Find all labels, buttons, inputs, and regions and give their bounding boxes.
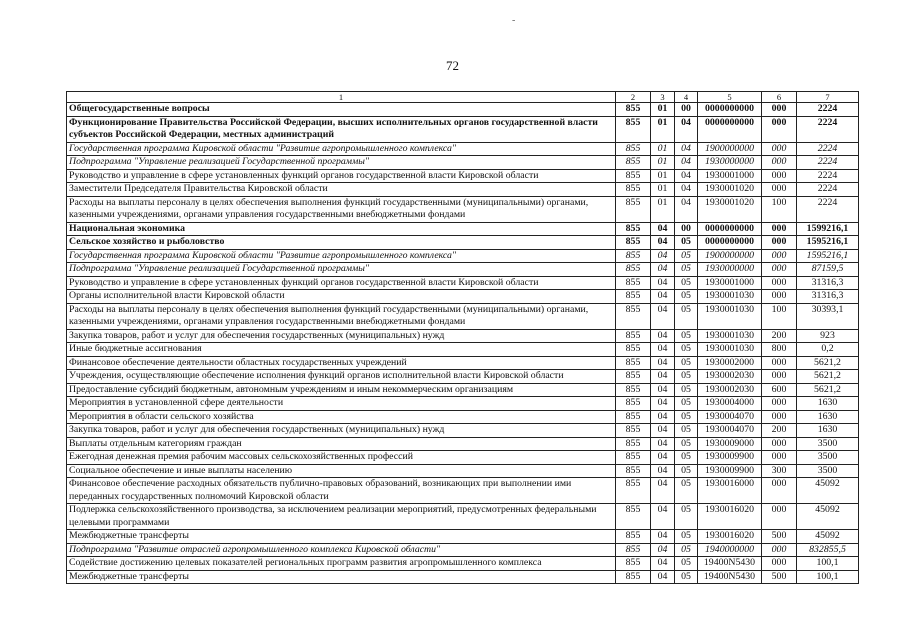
table-row <box>67 570 859 584</box>
section-code: 04 <box>651 478 675 504</box>
subsection-code: 04 <box>675 142 698 156</box>
target-article-code: 1930016000 <box>698 478 762 504</box>
section-code: 04 <box>651 329 675 343</box>
subsection-code: 05 <box>675 383 698 397</box>
expense-type-code: 000 <box>762 543 797 557</box>
item-name: Финансовое обеспечение деятельности областных государственных учреждений <box>67 356 616 370</box>
table-row <box>67 263 859 277</box>
subsection-code: 05 <box>675 543 698 557</box>
column-number: 6 <box>762 92 797 103</box>
target-article-code: 1930004070 <box>698 424 762 438</box>
amount: 31316,3 <box>797 290 859 304</box>
ministry-code: 855 <box>616 329 651 343</box>
target-article-code: 0000000000 <box>698 103 762 117</box>
amount: 3500 <box>797 451 859 465</box>
expense-type-code: 000 <box>762 437 797 451</box>
target-article-code: 1930009000 <box>698 437 762 451</box>
amount: 1630 <box>797 410 859 424</box>
subsection-code: 05 <box>675 290 698 304</box>
expense-type-code: 100 <box>762 303 797 329</box>
table-row <box>67 236 859 250</box>
target-article-code: 1930016020 <box>698 504 762 530</box>
expense-type-code: 000 <box>762 222 797 236</box>
ministry-code: 855 <box>616 290 651 304</box>
section-code: 01 <box>651 142 675 156</box>
expense-type-code: 000 <box>762 397 797 411</box>
table-row <box>67 424 859 438</box>
subsection-code: 05 <box>675 451 698 465</box>
subsection-code: 00 <box>675 222 698 236</box>
target-article-code: 1930002030 <box>698 383 762 397</box>
ministry-code: 855 <box>616 169 651 183</box>
expense-type-code: 000 <box>762 356 797 370</box>
amount: 2224 <box>797 103 859 117</box>
table-row <box>67 557 859 571</box>
expense-type-code: 000 <box>762 263 797 277</box>
table-row <box>67 543 859 557</box>
target-article-code: 1900000000 <box>698 249 762 263</box>
target-article-code: 1930001030 <box>698 343 762 357</box>
expense-type-code: 800 <box>762 343 797 357</box>
item-name: Межбюджетные трансферты <box>67 530 616 544</box>
section-code: 04 <box>651 222 675 236</box>
expense-type-code: 000 <box>762 183 797 197</box>
subsection-code: 04 <box>675 183 698 197</box>
target-article-code: 19400N5430 <box>698 570 762 584</box>
target-article-code: 1930002030 <box>698 370 762 384</box>
target-article-code: 1930009900 <box>698 464 762 478</box>
ministry-code: 855 <box>616 263 651 277</box>
item-name: Органы исполнительной власти Кировской области <box>67 290 616 304</box>
expense-type-code: 000 <box>762 249 797 263</box>
table-row <box>67 437 859 451</box>
expense-type-code: 000 <box>762 169 797 183</box>
expense-type-code: 000 <box>762 370 797 384</box>
table-row <box>67 410 859 424</box>
target-article-code: 1930001020 <box>698 183 762 197</box>
subsection-code: 04 <box>675 116 698 142</box>
amount: 3500 <box>797 464 859 478</box>
section-code: 01 <box>651 183 675 197</box>
target-article-code: 1930000000 <box>698 156 762 170</box>
amount: 31316,3 <box>797 276 859 290</box>
table-row <box>67 103 859 117</box>
item-name: Выплаты отдельным категориям граждан <box>67 437 616 451</box>
amount: 1630 <box>797 397 859 411</box>
target-article-code: 19400N5430 <box>698 557 762 571</box>
subsection-code: 04 <box>675 156 698 170</box>
amount: 2224 <box>797 196 859 222</box>
amount: 2224 <box>797 169 859 183</box>
target-article-code: 1930004000 <box>698 397 762 411</box>
subsection-code: 04 <box>675 169 698 183</box>
target-article-code: 1930001000 <box>698 169 762 183</box>
section-code: 04 <box>651 383 675 397</box>
item-name: Заместители Председателя Правительства Кировской области <box>67 183 616 197</box>
ministry-code: 855 <box>616 183 651 197</box>
budget-table <box>66 91 859 584</box>
table-body <box>67 103 859 584</box>
target-article-code: 1930002000 <box>698 356 762 370</box>
item-name: Подлержка сельскохозяйственного производства, за исключением реализации мероприятий, предусмотренных федеральными целевыми программами <box>67 504 616 530</box>
amount: 45092 <box>797 478 859 504</box>
item-name: Общегосударственные вопросы <box>67 103 616 117</box>
ministry-code: 855 <box>616 276 651 290</box>
section-code: 04 <box>651 290 675 304</box>
column-number: 4 <box>675 92 698 103</box>
section-code: 04 <box>651 343 675 357</box>
column-number: 3 <box>651 92 675 103</box>
subsection-code: 05 <box>675 236 698 250</box>
table-row <box>67 356 859 370</box>
ministry-code: 855 <box>616 464 651 478</box>
amount: 1599216,1 <box>797 222 859 236</box>
section-code: 04 <box>651 424 675 438</box>
amount: 923 <box>797 329 859 343</box>
expense-type-code: 000 <box>762 451 797 465</box>
item-name: Учреждения, осуществляющие обеспечение исполнения функций органов исполнительной власти Кировской области <box>67 370 616 384</box>
table-row <box>67 383 859 397</box>
expense-type-code: 300 <box>762 464 797 478</box>
amount: 1595216,1 <box>797 249 859 263</box>
amount: 1630 <box>797 424 859 438</box>
ministry-code: 855 <box>616 370 651 384</box>
ministry-code: 855 <box>616 557 651 571</box>
scan-mark: - <box>512 15 516 26</box>
amount: 1595216,1 <box>797 236 859 250</box>
target-article-code: 1930009900 <box>698 451 762 465</box>
expense-type-code: 000 <box>762 142 797 156</box>
ministry-code: 855 <box>616 424 651 438</box>
column-number-row <box>67 92 859 103</box>
section-code: 04 <box>651 557 675 571</box>
table-row <box>67 249 859 263</box>
subsection-code: 05 <box>675 263 698 277</box>
item-name: Содействие достижению целевых показателей региональных программ развития агропромышленного комплекса <box>67 557 616 571</box>
item-name: Мероприятия в области сельского хозяйства <box>67 410 616 424</box>
ministry-code: 855 <box>616 410 651 424</box>
table-row <box>67 196 859 222</box>
expense-type-code: 000 <box>762 103 797 117</box>
item-name: Сельское хозяйство и рыболовство <box>67 236 616 250</box>
expense-type-code: 000 <box>762 116 797 142</box>
amount: 832855,5 <box>797 543 859 557</box>
subsection-code: 05 <box>675 557 698 571</box>
target-article-code: 1930000000 <box>698 263 762 277</box>
expense-type-code: 600 <box>762 383 797 397</box>
amount: 5621,2 <box>797 383 859 397</box>
target-article-code: 1930004070 <box>698 410 762 424</box>
subsection-code: 05 <box>675 410 698 424</box>
table-row <box>67 397 859 411</box>
item-name: Государственная программа Кировской области "Развитие агропромышленного комплекса" <box>67 142 616 156</box>
subsection-code: 05 <box>675 249 698 263</box>
subsection-code: 05 <box>675 356 698 370</box>
amount: 2224 <box>797 156 859 170</box>
section-code: 04 <box>651 249 675 263</box>
subsection-code: 05 <box>675 303 698 329</box>
section-code: 04 <box>651 303 675 329</box>
item-name: Расходы на выплаты персоналу в целях обеспечения выполнения функций государственными (муниципальными) органами, казенными учреждениями, органами управления государственными внебюджетными фондами <box>67 303 616 329</box>
ministry-code: 855 <box>616 478 651 504</box>
subsection-code: 05 <box>675 397 698 411</box>
expense-type-code: 000 <box>762 504 797 530</box>
section-code: 01 <box>651 169 675 183</box>
item-name: Руководство и управление в сфере установленных функций органов государственной власти Кировской области <box>67 169 616 183</box>
table-row <box>67 156 859 170</box>
ministry-code: 855 <box>616 103 651 117</box>
subsection-code: 05 <box>675 437 698 451</box>
expense-type-code: 000 <box>762 236 797 250</box>
section-code: 04 <box>651 410 675 424</box>
amount: 3500 <box>797 437 859 451</box>
ministry-code: 855 <box>616 303 651 329</box>
amount: 2224 <box>797 116 859 142</box>
ministry-code: 855 <box>616 397 651 411</box>
column-number: 1 <box>67 92 616 103</box>
target-article-code: 1930001030 <box>698 329 762 343</box>
column-number: 5 <box>698 92 762 103</box>
column-number: 7 <box>797 92 859 103</box>
subsection-code: 05 <box>675 464 698 478</box>
section-code: 01 <box>651 116 675 142</box>
ministry-code: 855 <box>616 236 651 250</box>
item-name: Финансовое обеспечение расходных обязательств публично-правовых образований, возникающих при выполнении ими переданных государственных полномочий Кировской области <box>67 478 616 504</box>
target-article-code: 1930016020 <box>698 530 762 544</box>
expense-type-code: 200 <box>762 329 797 343</box>
item-name: Мероприятия в установленной сфере деятельности <box>67 397 616 411</box>
section-code: 04 <box>651 370 675 384</box>
item-name: Подпрограмма "Управление реализацией Государственной программы" <box>67 263 616 277</box>
amount: 0,2 <box>797 343 859 357</box>
section-code: 04 <box>651 570 675 584</box>
table-row <box>67 290 859 304</box>
table-row <box>67 478 859 504</box>
subsection-code: 05 <box>675 370 698 384</box>
amount: 45092 <box>797 530 859 544</box>
table-row <box>67 504 859 530</box>
expense-type-code: 500 <box>762 530 797 544</box>
amount: 100,1 <box>797 557 859 571</box>
ministry-code: 855 <box>616 196 651 222</box>
item-name: Ежегодная денежная премия рабочим массовых сельскохозяйственных профессий <box>67 451 616 465</box>
ministry-code: 855 <box>616 249 651 263</box>
expense-type-code: 100 <box>762 196 797 222</box>
section-code: 04 <box>651 530 675 544</box>
subsection-code: 05 <box>675 424 698 438</box>
item-name: Социальное обеспечение и иные выплаты населению <box>67 464 616 478</box>
table-row <box>67 370 859 384</box>
table-row <box>67 116 859 142</box>
column-number: 2 <box>616 92 651 103</box>
ministry-code: 855 <box>616 437 651 451</box>
table-row <box>67 169 859 183</box>
ministry-code: 855 <box>616 451 651 465</box>
ministry-code: 855 <box>616 543 651 557</box>
ministry-code: 855 <box>616 383 651 397</box>
ministry-code: 855 <box>616 222 651 236</box>
subsection-code: 05 <box>675 276 698 290</box>
subsection-code: 04 <box>675 196 698 222</box>
table-row <box>67 183 859 197</box>
subsection-code: 05 <box>675 570 698 584</box>
item-name: Закупка товаров, работ и услуг для обеспечения государственных (муниципальных) нужд <box>67 329 616 343</box>
subsection-code: 05 <box>675 478 698 504</box>
section-code: 01 <box>651 196 675 222</box>
subsection-code: 05 <box>675 329 698 343</box>
item-name: Государственная программа Кировской области "Развитие агропромышленного комплекса" <box>67 249 616 263</box>
item-name: Функционирование Правительства Российской Федерации, высших исполнительных органов государственной власти субъектов Российской Федерации, местных администраций <box>67 116 616 142</box>
ministry-code: 855 <box>616 530 651 544</box>
ministry-code: 855 <box>616 570 651 584</box>
section-code: 04 <box>651 236 675 250</box>
item-name: Иные бюджетные ассигнования <box>67 343 616 357</box>
ministry-code: 855 <box>616 356 651 370</box>
expense-type-code: 000 <box>762 276 797 290</box>
target-article-code: 1930001000 <box>698 276 762 290</box>
expense-type-code: 000 <box>762 478 797 504</box>
subsection-code: 05 <box>675 504 698 530</box>
target-article-code: 0000000000 <box>698 116 762 142</box>
page-number: 72 <box>446 58 459 73</box>
target-article-code: 1930001030 <box>698 290 762 304</box>
table-row <box>67 276 859 290</box>
section-code: 04 <box>651 504 675 530</box>
expense-type-code: 000 <box>762 410 797 424</box>
section-code: 01 <box>651 156 675 170</box>
section-code: 04 <box>651 451 675 465</box>
target-article-code: 0000000000 <box>698 236 762 250</box>
amount: 2224 <box>797 142 859 156</box>
target-article-code: 0000000000 <box>698 222 762 236</box>
item-name: Закупка товаров, работ и услуг для обеспечения государственных (муниципальных) нужд <box>67 424 616 438</box>
section-code: 04 <box>651 464 675 478</box>
expense-type-code: 200 <box>762 424 797 438</box>
item-name: Национальная экономика <box>67 222 616 236</box>
table-row <box>67 329 859 343</box>
subsection-code: 05 <box>675 343 698 357</box>
section-code: 01 <box>651 103 675 117</box>
amount: 2224 <box>797 183 859 197</box>
table-row <box>67 142 859 156</box>
item-name: Подпрограмма "Управление реализацией Государственной программы" <box>67 156 616 170</box>
section-code: 04 <box>651 437 675 451</box>
item-name: Предоставление субсидий бюджетным, автономным учреждениям и иным некоммерческим организациям <box>67 383 616 397</box>
table-row <box>67 222 859 236</box>
target-article-code: 1930001030 <box>698 303 762 329</box>
target-article-code: 1900000000 <box>698 142 762 156</box>
target-article-code: 1940000000 <box>698 543 762 557</box>
section-code: 04 <box>651 397 675 411</box>
section-code: 04 <box>651 263 675 277</box>
section-code: 04 <box>651 356 675 370</box>
expense-type-code: 500 <box>762 570 797 584</box>
ministry-code: 855 <box>616 142 651 156</box>
section-code: 04 <box>651 543 675 557</box>
amount: 5621,2 <box>797 356 859 370</box>
item-name: Подпрограмма "Развитие отраслей агропромышленного комплекса Кировской области" <box>67 543 616 557</box>
expense-type-code: 000 <box>762 557 797 571</box>
amount: 87159,5 <box>797 263 859 277</box>
expense-type-code: 000 <box>762 290 797 304</box>
amount: 45092 <box>797 504 859 530</box>
amount: 100,1 <box>797 570 859 584</box>
table-row <box>67 530 859 544</box>
section-code: 04 <box>651 276 675 290</box>
amount: 5621,2 <box>797 370 859 384</box>
item-name: Расходы на выплаты персоналу в целях обеспечения выполнения функций государственными (муниципальными) органами, казенными учреждениями, органами управления государственными внебюджетными фондами <box>67 196 616 222</box>
item-name: Руководство и управление в сфере установленных функций органов государственной власти Кировской области <box>67 276 616 290</box>
amount: 30393,1 <box>797 303 859 329</box>
table-row <box>67 343 859 357</box>
expense-type-code: 000 <box>762 156 797 170</box>
target-article-code: 1930001020 <box>698 196 762 222</box>
table-row <box>67 303 859 329</box>
table-row <box>67 451 859 465</box>
ministry-code: 855 <box>616 116 651 142</box>
item-name: Межбюджетные трансферты <box>67 570 616 584</box>
table-row <box>67 464 859 478</box>
ministry-code: 855 <box>616 504 651 530</box>
ministry-code: 855 <box>616 343 651 357</box>
subsection-code: 00 <box>675 103 698 117</box>
ministry-code: 855 <box>616 156 651 170</box>
subsection-code: 05 <box>675 530 698 544</box>
